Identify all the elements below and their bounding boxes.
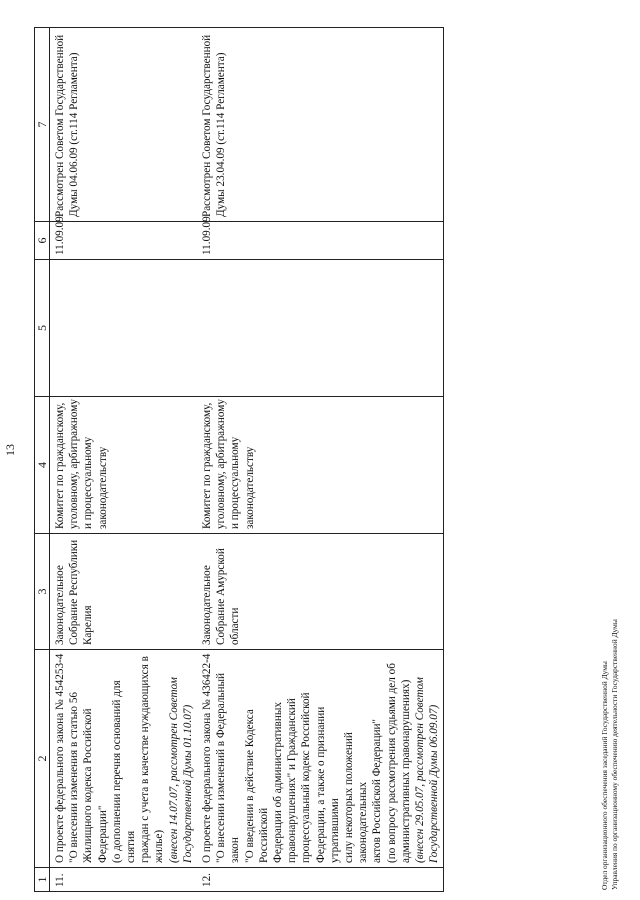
bill-title-line: "О внесении изменения в статью 56: [68, 691, 81, 863]
bill-note-line: Государственной Думы 01.10.07): [181, 704, 194, 863]
column-header-7: 7: [35, 28, 50, 222]
bill-title-line: Федерации об административных: [272, 702, 285, 863]
committee: Комитет по гражданскому, уголовному, арбитражному и процессуальному законодательству: [197, 397, 444, 534]
bill-title-line: (по вопросу рассмотрения судьями дел об: [385, 663, 398, 863]
bill-title-line: Федерации, а также о признании утратившими: [314, 706, 341, 863]
initiator: Законодательное Собрание Республики Карелия: [50, 534, 198, 650]
column-header-4: 4: [35, 397, 50, 534]
table-row: [197, 28, 444, 892]
bill-note-line: Государственной Думы 06.09.07): [428, 704, 441, 863]
committee: Комитет по гражданскому, уголовному, арбитражному и процессуальному законодательству: [50, 397, 198, 534]
bill-title-line: "О введении в действие Кодекса Российской: [243, 709, 270, 863]
bill-note-line: (внесен 14.07.07, рассмотрен Советом: [167, 677, 180, 863]
bill-title-line: процессуальный кодекс Российской: [300, 692, 313, 863]
page-number: 13: [3, 444, 17, 456]
bill-title-line: Жилищного кодекса Российской Федерации": [82, 708, 109, 863]
column-header-3: 3: [35, 534, 50, 650]
bill-title-line: (о дополнении перечня оснований для снятия: [110, 680, 138, 863]
bill-title-line: административных правонарушениях): [399, 679, 412, 863]
row-number: 12.: [197, 868, 444, 892]
bill-title-line: "О внесении изменений в Федеральный закон: [215, 672, 242, 863]
column-header-5: 5: [35, 260, 50, 397]
footer: [600, 30, 620, 890]
bill-title-line: О проекте федерального закона № 436422-4: [201, 653, 214, 863]
footer-line: Отдел организационного обеспечения заседаний Государственной Думы: [600, 661, 609, 890]
column-header-1: 1: [35, 868, 50, 892]
bill-title-line: жилье): [153, 829, 166, 863]
date: 11.09.09: [197, 222, 444, 260]
status: Рассмотрен Советом Государственной Думы 04.06.09 (ст.114 Регламента): [50, 28, 198, 222]
column-header-6: 6: [35, 222, 50, 260]
column-5-cell: [50, 260, 198, 397]
initiator: Законодательное Собрание Амурской области: [197, 534, 444, 650]
bill-title-line: силу некоторых положений законодательных: [343, 732, 370, 863]
column-5-cell: [197, 260, 444, 397]
bill-title-line: актов Российской Федерации": [371, 719, 384, 863]
column-header-2: 2: [35, 650, 50, 868]
column-header-row: [35, 28, 50, 892]
row-number: 11.: [50, 868, 198, 892]
bill-note-line: (внесен 29.05.07, рассмотрен Советом: [414, 677, 427, 863]
bill-title-line: граждан с учета в качестве нуждающихся в: [139, 656, 152, 863]
date: 11.09.09: [50, 222, 198, 260]
bill-description: [50, 650, 198, 868]
table-row: [50, 28, 198, 892]
bill-title-line: О проекте федерального закона № 454253-4: [54, 653, 66, 863]
bill-title-line: правонарушениях" и Гражданский: [286, 698, 299, 863]
footer-line: Управления по организационному обеспечению деятельности Государственной Думы: [610, 619, 619, 890]
agenda-table: [34, 27, 444, 892]
status: Рассмотрен Советом Государственной Думы 23.04.09 (ст.114 Регламента): [197, 28, 444, 222]
bill-description: [197, 650, 444, 868]
